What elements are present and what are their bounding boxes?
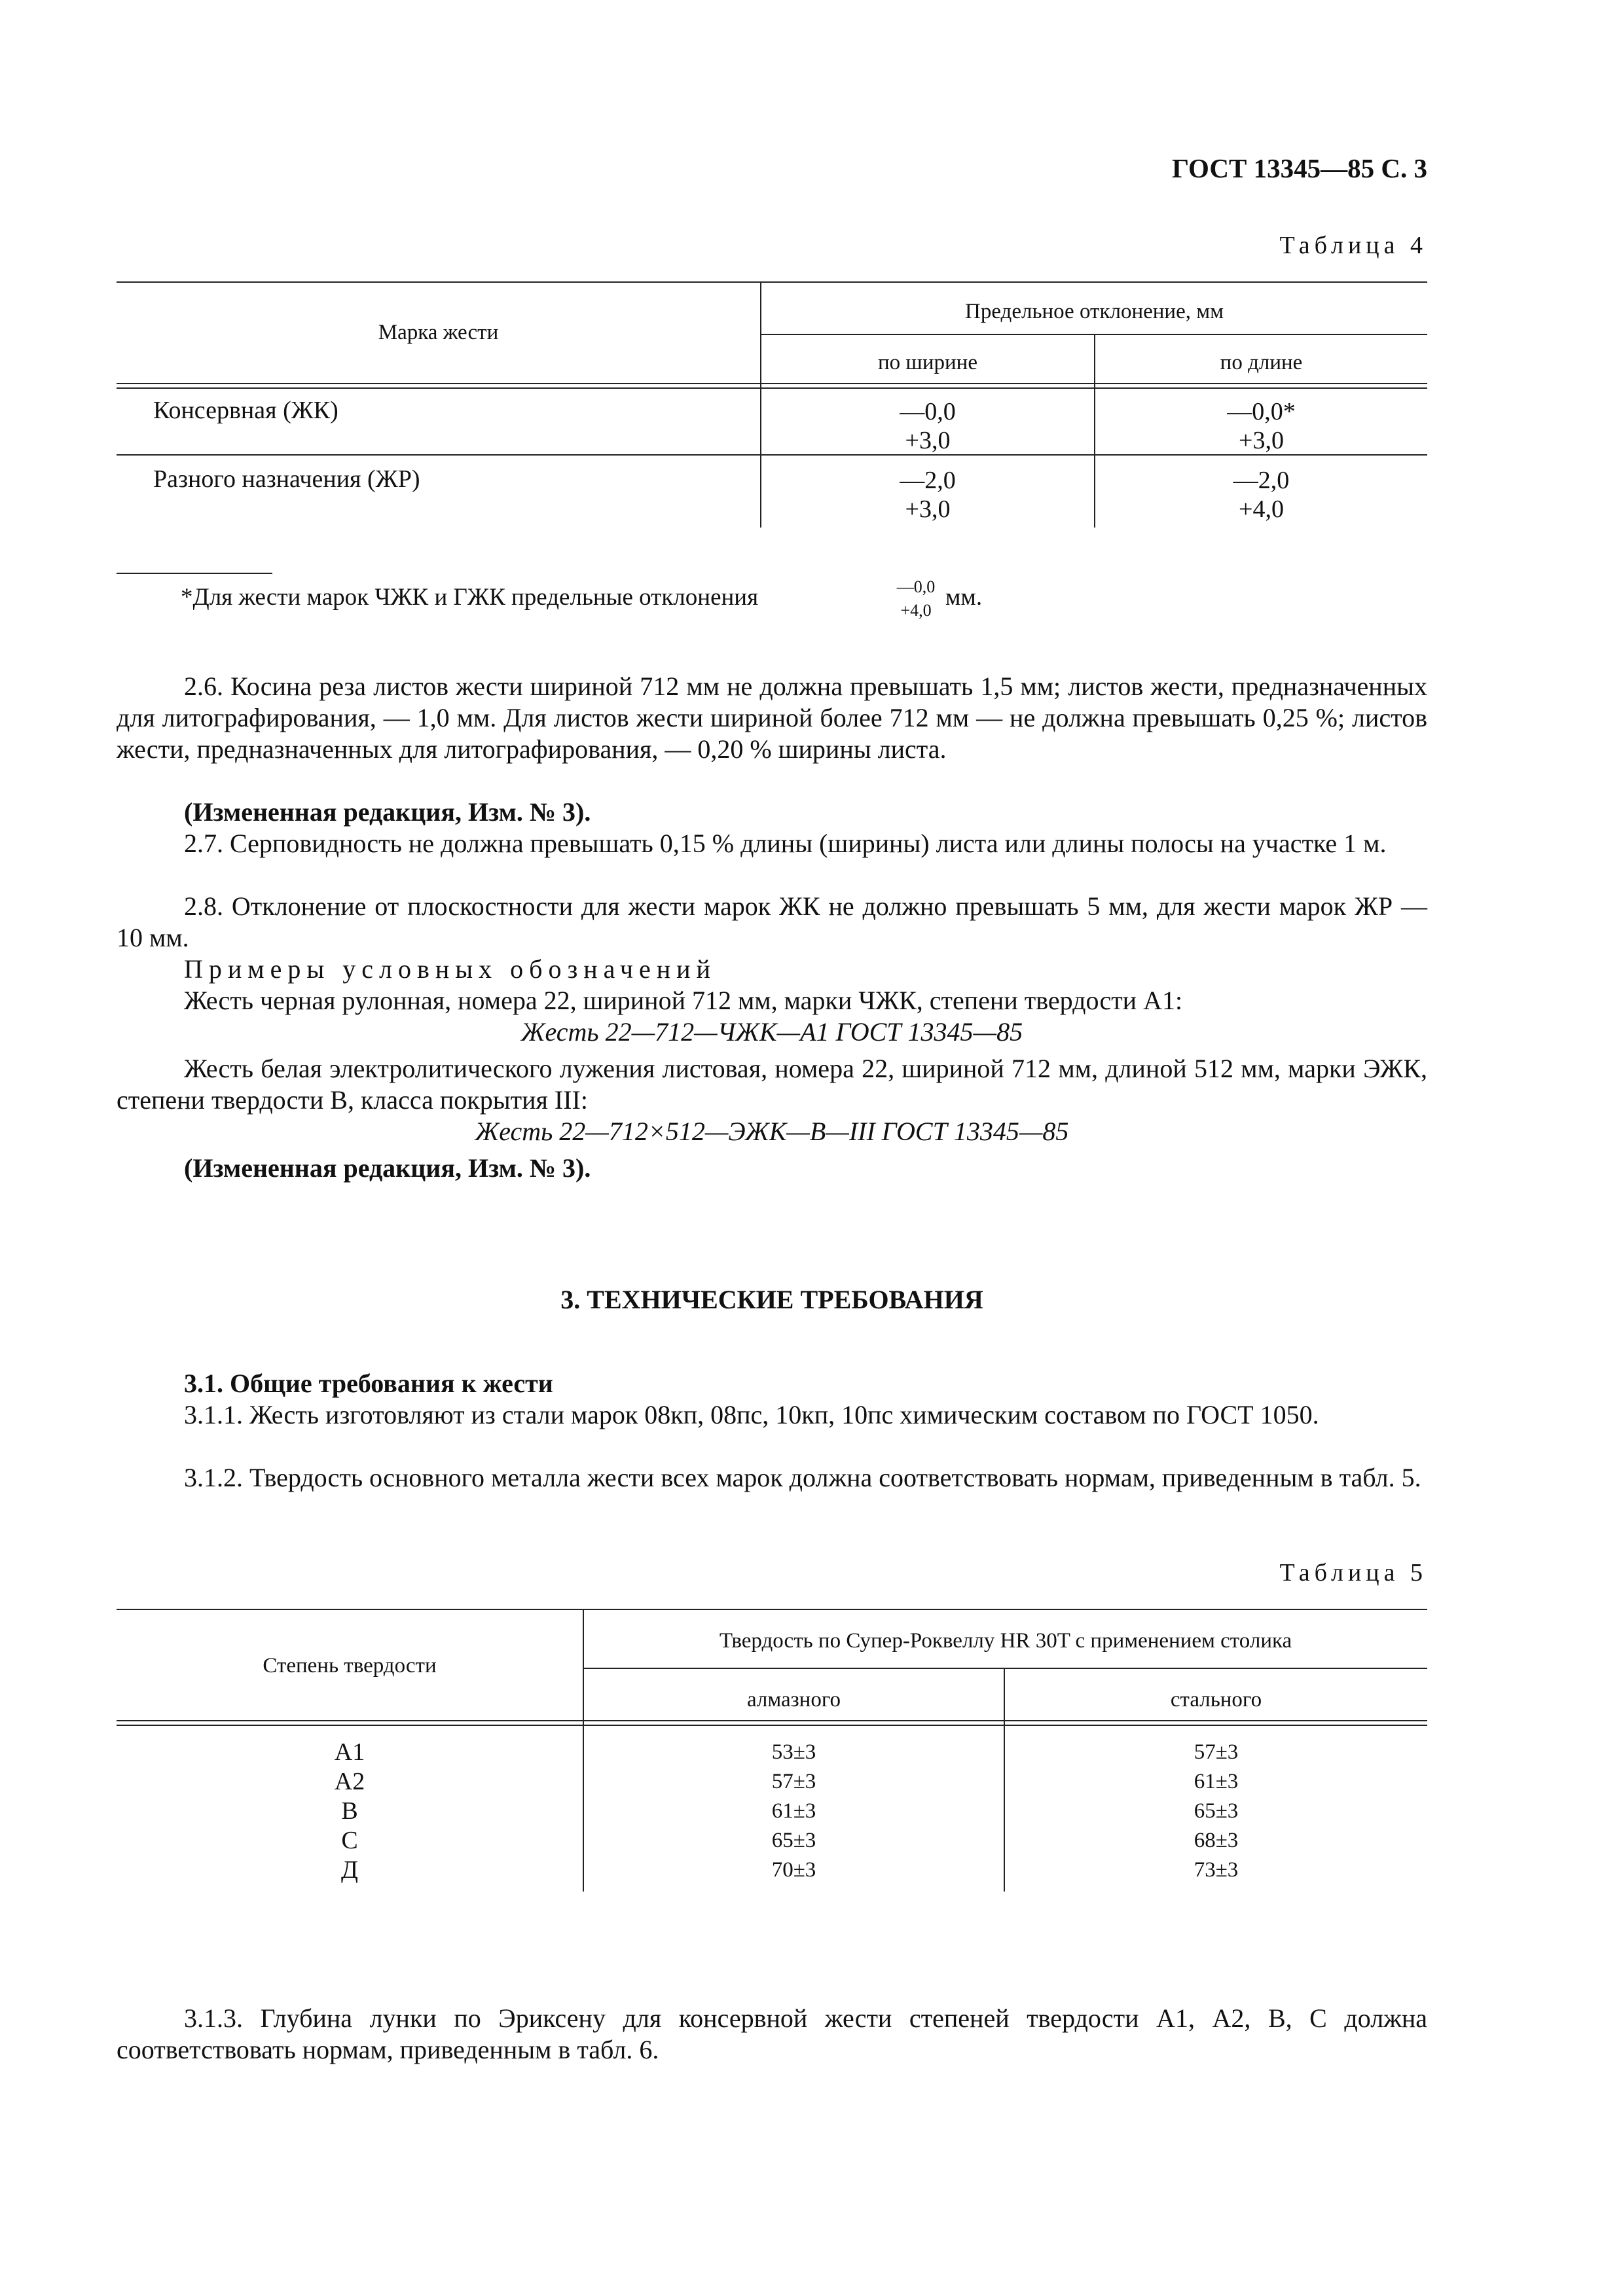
footnote-lower: +4,0 bbox=[900, 601, 932, 620]
example-1-text: Жесть черная рулонная, номера 22, шириной 712 мм, марки ЧЖК, степени твердости А1: bbox=[184, 986, 1183, 1015]
table5-head-grade: Степень твердости bbox=[263, 1654, 437, 1677]
table5-steel-value: 73±3 bbox=[1194, 1858, 1239, 1882]
table4-head-length: по длине bbox=[1220, 351, 1303, 374]
table4-row2-name: Разного назначения (ЖР) bbox=[153, 465, 420, 493]
paragraph-3-1-2: 3.1.2. Твердость основного металла жести всех марок должна соответствовать нормам, приведенным в табл. 5. bbox=[184, 1463, 1421, 1492]
table4-head-mark: Марка жести bbox=[378, 321, 499, 344]
subsection-3-1-title: 3.1. Общие требования к жести bbox=[184, 1369, 553, 1398]
table4-top-rule bbox=[117, 281, 1427, 283]
table5-top-rule bbox=[117, 1609, 1427, 1610]
table4-row1-length bbox=[1095, 397, 1427, 455]
table4-row1-length-plus: +3,0 bbox=[1239, 427, 1284, 454]
table5-head-steel: стального bbox=[1170, 1688, 1262, 1712]
table4-row2-length bbox=[1095, 466, 1427, 524]
table5-caption: Таблица 5 bbox=[1279, 1559, 1427, 1587]
example-2-formula: Жесть 22—712×512—ЭЖК—В—III ГОСТ 13345—85 bbox=[475, 1117, 1069, 1146]
example-2-text: Жесть белая электролитического лужения листовая, номера 22, шириной 712 мм, длиной 512 мм, марки ЭЖК, степени твердости В, класса покрытия III: bbox=[117, 1054, 1427, 1115]
table5-grade: С bbox=[341, 1827, 358, 1854]
table5-diamond-value: 57±3 bbox=[771, 1770, 816, 1793]
footnote-unit: мм. bbox=[945, 584, 983, 611]
table4-row1-width-plus: +3,0 bbox=[905, 427, 951, 454]
table5-steel-value: 57±3 bbox=[1194, 1740, 1239, 1764]
table5-diamond-column bbox=[584, 1738, 1004, 1885]
table4-row1-width-minus: —0,0 bbox=[900, 398, 956, 425]
examples-title: Примеры условных обозначений bbox=[184, 954, 716, 984]
paragraph-2-8: 2.8. Отклонение от плоскостности для жести марок ЖК не должно превышать 5 мм, для жести марок ЖР — 10 мм. bbox=[117, 891, 1427, 952]
page-header: ГОСТ 13345—85 С. 3 bbox=[1171, 153, 1427, 183]
footnote-rule bbox=[117, 573, 272, 574]
table4-caption: Таблица 4 bbox=[1279, 232, 1427, 259]
table4-row2-length-minus: —2,0 bbox=[1233, 467, 1290, 494]
table5-grade: А1 bbox=[334, 1738, 365, 1766]
table4-footnote bbox=[181, 577, 1097, 634]
section-3-title: 3. ТЕХНИЧЕСКИЕ ТРЕБОВАНИЯ bbox=[560, 1285, 983, 1314]
table4-row2-width-minus: —2,0 bbox=[900, 467, 956, 494]
table5-head-rule bbox=[117, 1720, 1427, 1726]
table4-row2-width bbox=[761, 466, 1094, 524]
table5-diamond-value: 61±3 bbox=[771, 1799, 816, 1823]
edit-note-1: (Измененная редакция, Изм. № 3). bbox=[184, 797, 591, 827]
table5-steel-value: 65±3 bbox=[1194, 1799, 1239, 1823]
paragraph-3-1-3: 3.1.3. Глубина лунки по Эриксену для консервной жести степеней твердости А1, А2, В, С должна соответствовать нормам, приведенным в табл. 6. bbox=[117, 2003, 1427, 2064]
table5-diamond-value: 70±3 bbox=[771, 1858, 816, 1882]
table5-steel-value: 61±3 bbox=[1194, 1770, 1239, 1793]
edit-note-2: (Измененная редакция, Изм. № 3). bbox=[184, 1153, 591, 1183]
table4-row2-length-plus: +4,0 bbox=[1239, 495, 1284, 523]
table5-grade: В bbox=[341, 1797, 358, 1825]
example-1-formula: Жесть 22—712—ЧЖК—А1 ГОСТ 13345—85 bbox=[520, 1017, 1023, 1047]
table4-head-deviation: Предельное отклонение, мм bbox=[965, 300, 1224, 323]
table5-steel-value: 68±3 bbox=[1194, 1829, 1239, 1852]
table5-diamond-value: 53±3 bbox=[771, 1740, 816, 1764]
footnote-upper: —0,0 bbox=[896, 577, 936, 596]
table4-head-width: по ширине bbox=[878, 351, 977, 374]
table4-row1-name: Консервная (ЖК) bbox=[153, 397, 338, 424]
table5-steel-column bbox=[1005, 1738, 1427, 1885]
table5-grade: Д bbox=[341, 1856, 358, 1884]
table5-grades-column bbox=[117, 1738, 583, 1885]
table4-head-rule bbox=[117, 383, 1427, 389]
table5-diamond-value: 65±3 bbox=[771, 1829, 816, 1852]
table4-row1-width bbox=[761, 397, 1094, 455]
paragraph-3-1-1: 3.1.1. Жесть изготовляют из стали марок 08кп, 08пс, 10кп, 10пс химическим составом по ГОСТ 1050. bbox=[184, 1400, 1319, 1429]
table4-row2-width-plus: +3,0 bbox=[905, 495, 951, 523]
table5-grade: А2 bbox=[334, 1768, 365, 1795]
paragraph-2-7: 2.7. Серповидность не должна превышать 0,15 % длины (ширины) листа или длины полосы на участке 1 м. bbox=[184, 829, 1387, 858]
table5-head-diamond: алмазного bbox=[746, 1688, 841, 1712]
footnote-text: *Для жести марок ЧЖК и ГЖК предельные отклонения bbox=[181, 584, 759, 611]
paragraph-2-6: 2.6. Косина реза листов жести шириной 712 мм не должна превышать 1,5 мм; листов жести, предназначенных для литографирования, — 1,0 мм. Для листов жести шириной более 712 мм — не должна превышать 0,25 %; листов жести, предназначенных для литографирования, — 0,20 % ширины листа. bbox=[117, 672, 1427, 764]
table4-row1-length-minus: —0,0* bbox=[1227, 398, 1296, 425]
table5-head-hardness: Твердость по Супер-Роквеллу HR 30T с применением столика bbox=[719, 1629, 1292, 1653]
table5-group-rule bbox=[584, 1668, 1427, 1669]
